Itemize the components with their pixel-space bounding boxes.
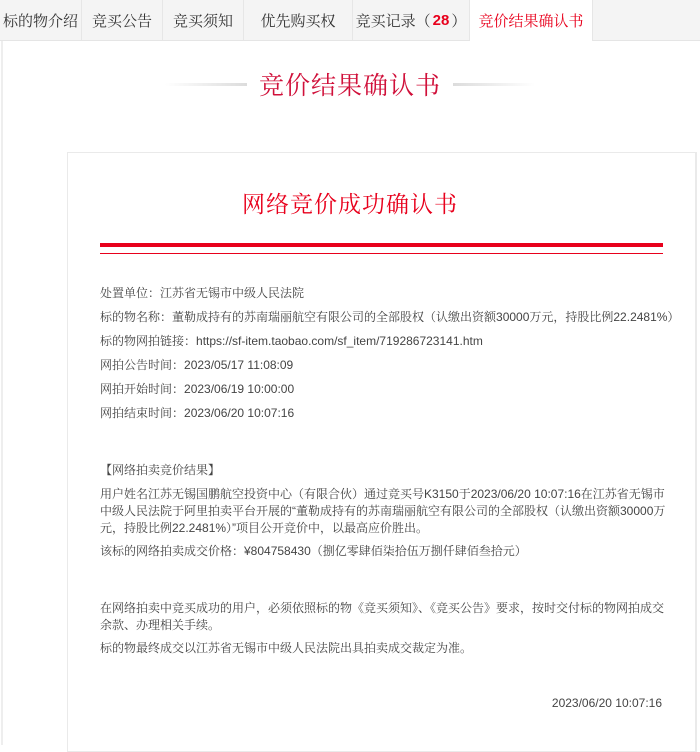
section-heading <box>0 62 700 106</box>
tab-label: 竞买记录 <box>355 12 416 30</box>
info-label: 网拍公告时间： <box>100 358 185 372</box>
info-value: 2023/06/20 10:07:16 <box>184 406 295 420</box>
price-line: 该标的网络拍卖成交价格：¥804758430（捌亿零肆佰柒拾伍万捌仟肆佰叁拾元） <box>100 544 527 558</box>
tab-label: 竞买公告 <box>91 12 152 30</box>
paren-close: ） <box>451 12 467 30</box>
final-paragraph: 标的物最终成交以江苏省无锡市中级人民法院出具拍卖成交裁定为准。 <box>100 641 473 655</box>
info-row-end-time <box>100 404 680 428</box>
tab-announcement[interactable] <box>82 0 163 40</box>
tab-label: 优先购买权 <box>260 12 336 30</box>
tab-label: 竞买须知 <box>172 12 233 30</box>
result-paragraph: 用户姓名江苏无锡国鹏航空投资中心（有限合伙）通过竞买号K3150于2023/06/20 10:07:16在江苏省无锡市中级人民法院于阿里拍卖平台开展的“董勒成持有的苏南瑞丽航空有限公司的全部股权（认缴出资额30000万元，持股比例22.2481%）”项目公开竞价中，以最高应价胜出。 <box>100 487 666 535</box>
info-value: 2023/06/19 10:00:00 <box>184 382 295 396</box>
info-row-item-link <box>100 332 680 356</box>
info-row-start-time <box>100 380 680 404</box>
title-divider-thin <box>100 253 663 254</box>
tab-bar <box>0 0 700 41</box>
info-row-disposal-unit <box>100 284 680 308</box>
info-label: 标的物名称： <box>100 310 173 324</box>
tab-preemptive-right[interactable] <box>244 0 353 40</box>
info-value: 2023/05/17 11:08:09 <box>184 358 294 372</box>
info-label: 网拍开始时间： <box>100 382 185 396</box>
info-label: 处置单位： <box>100 286 161 300</box>
info-value: 董勒成持有的苏南瑞丽航空有限公司的全部股权（认缴出资额30000万元，持股比例22.2481%） <box>172 310 680 324</box>
document-title: 网络竞价成功确认书 <box>242 191 458 217</box>
confirmation-document-card <box>67 152 697 752</box>
tab-label: 竞价结果确认书 <box>478 13 584 30</box>
item-link[interactable]: https://sf-item.taobao.com/sf_item/719286723141.htm <box>196 334 483 348</box>
document-info-list <box>100 284 680 428</box>
info-value: 江苏省无锡市中级人民法院 <box>160 286 305 300</box>
paren-open: （ <box>415 12 431 30</box>
info-row-announce-time <box>100 356 680 380</box>
signed-date: 2023/06/20 10:07:16 <box>551 696 662 710</box>
title-divider-thick <box>100 243 663 247</box>
tab-label: 标的物介绍 <box>2 12 78 30</box>
notice-paragraph: 在网络拍卖中竞买成功的用户，必须依照标的物《竞买须知》、《竞买公告》要求，按时交付标的物网拍成交余款、办理相关手续。 <box>100 601 665 632</box>
heading-decoration-left <box>165 83 247 86</box>
tab-result-confirmation[interactable] <box>470 0 593 41</box>
result-heading: 【网络拍卖竞价结果】 <box>100 463 221 477</box>
info-label: 标的物网拍链接： <box>100 334 197 348</box>
tab-bid-records[interactable] <box>353 0 470 40</box>
tab-bidding-notice[interactable] <box>163 0 244 40</box>
tab-item-intro[interactable] <box>0 0 82 40</box>
bid-count-badge: 28 <box>432 11 450 29</box>
section-title: 竞价结果确认书 <box>258 71 441 100</box>
info-label: 网拍结束时间： <box>100 406 185 420</box>
heading-decoration-right <box>453 83 535 86</box>
info-row-item-name <box>100 308 680 332</box>
